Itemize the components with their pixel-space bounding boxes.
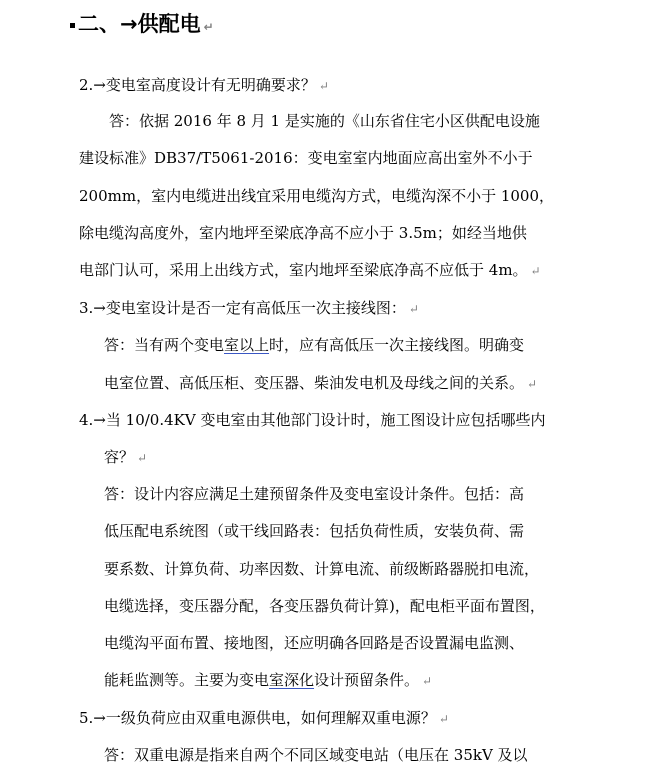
question-line: 3.→变电室设计是否一定有高低压一次主接线图： ↵ (79, 299, 419, 317)
paragraph-mark-icon: ↵ (530, 264, 541, 278)
heading-bullet (70, 23, 75, 28)
answer-line: 低压配电系统图（或干线回路表：包括负荷性质，安装负荷、需 (104, 522, 525, 540)
answer-line: 电室位置、高低压柜、变压器、柴油发电机及母线之间的关系。 ↵ (104, 374, 538, 392)
paragraph-mark-icon: ↵ (137, 451, 148, 465)
answer-line: 答：设计内容应满足土建预留条件及变电室设计条件。包括：高 (104, 485, 525, 503)
proofing-underline: 室深化 (269, 671, 315, 689)
answer-line: 要系数、计算负荷、功率因数、计算电流、前级断路器脱扣电流， (104, 560, 540, 578)
question-line: 2.→变电室高度设计有无明确要求？ ↵ (79, 76, 329, 94)
answer-line: 答：当有两个变电室以上时，应有高低压一次主接线图。明确变 (104, 336, 525, 354)
answer-line: 除电缆沟高度外，室内地坪至梁底净高不应小于 3.5m；如经当地供 (79, 224, 527, 242)
paragraph-mark-icon: ↵ (438, 712, 449, 726)
question-line: 4.→当 10/0.4KV 变电室由其他部门设计时，施工图设计应包括哪些内 (79, 411, 546, 429)
question-line: 容？ ↵ (104, 448, 148, 466)
answer-line: 答：双重电源是指来自两个不同区域变电站（电压在 35kV 及以 (104, 746, 528, 764)
answer-line: 答：依据 2016 年 8 月 1 是实施的《山东省住宅小区供配电设施 (109, 112, 540, 130)
proofing-underline: 室以上 (224, 336, 270, 354)
answer-line: 电缆沟平面布置、接地图，还应明确各回路是否设置漏电监测、 (104, 634, 525, 652)
tab-arrow: → (120, 12, 138, 36)
paragraph-mark-icon: ↵ (422, 674, 433, 688)
answer-line: 电缆选择，变压器分配，各变压器负荷计算)，配电柜平面布置图， (104, 597, 545, 615)
paragraph-mark-icon: ↵ (203, 20, 214, 34)
paragraph-mark-icon: ↵ (527, 377, 538, 391)
answer-line: 电部门认可，采用上出线方式，室内地坪至梁底净高不应低于 4m。 ↵ (79, 261, 541, 279)
question-line: 5.→一级负荷应由双重电源供电，如何理解双重电源？ ↵ (79, 709, 449, 727)
answer-line: 能耗监测等。主要为变电室深化设计预留条件。 ↵ (104, 671, 433, 689)
paragraph-mark-icon: ↵ (408, 302, 419, 316)
heading-title: 供配电 (137, 12, 201, 36)
paragraph-mark-icon: ↵ (318, 79, 329, 93)
answer-line: 建设标准》DB37/T5061-2016：变电室室内地面应高出室外不小于 (79, 149, 533, 167)
heading-number: 二、 (78, 12, 120, 36)
answer-line: 200mm，室内电缆进出线宜采用电缆沟方式，电缆沟深不小于 1000， (79, 187, 555, 205)
section-heading (70, 8, 214, 38)
